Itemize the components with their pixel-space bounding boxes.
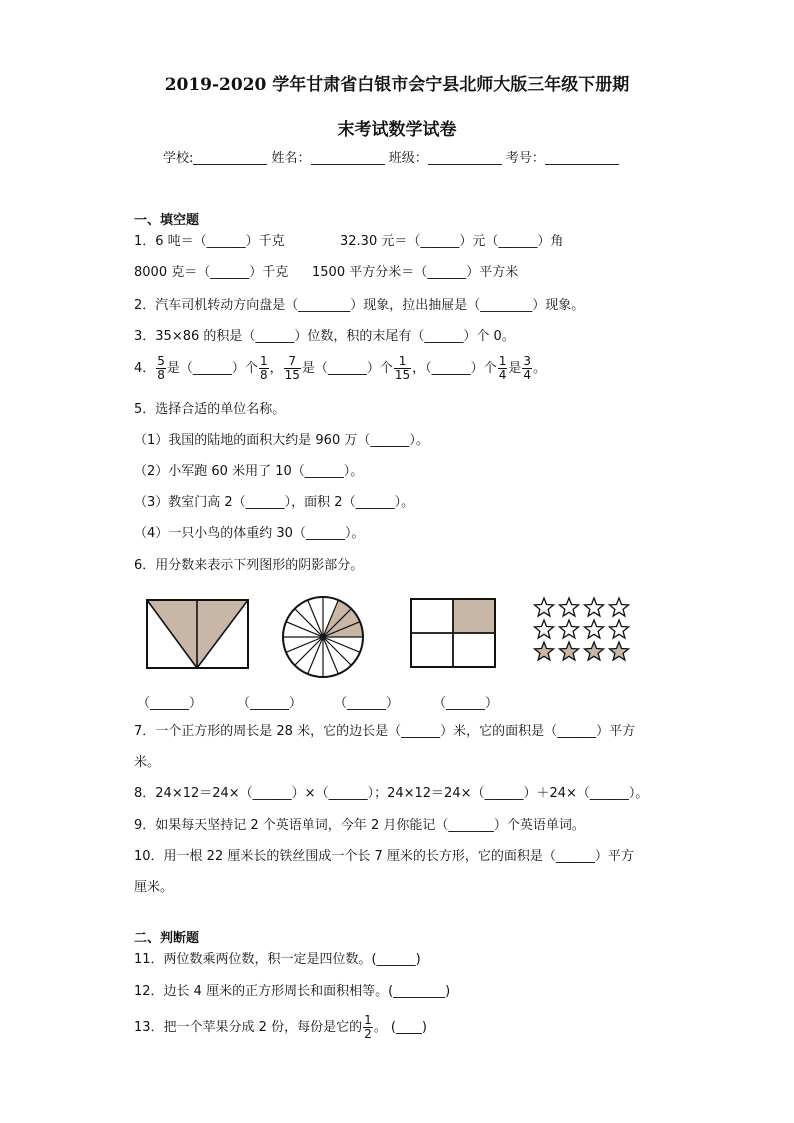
fraction-1-8: $\frac{1}{8}$ (259, 354, 268, 382)
fraction-7-15: $\frac{7}{15}$ (284, 354, 300, 382)
fraction-1-4: $\frac{1}{4}$ (498, 354, 507, 382)
star-shaded (559, 642, 578, 660)
star-outline (584, 620, 603, 638)
figure-rectangle-triangles (145, 598, 250, 670)
student-info-line (163, 147, 619, 166)
star-shaded (584, 642, 603, 660)
question-5-2: （2）小军跑 60 米用了 10（______）。 (134, 464, 364, 479)
question-1d: 1500 平方分米＝（______）平方米 (312, 265, 519, 280)
question-8: 8．24×12＝24×（______）×（______）；24×12＝24×（______）＋24×（______）。 (134, 786, 649, 801)
question-5: 5．选择合适的单位名称。 (134, 402, 286, 417)
star-shaded (609, 642, 628, 660)
q4-text-6: 。 (532, 361, 546, 376)
star-outline (534, 598, 553, 616)
question-10a: 10．用一根 22 厘米长的铁丝围成一个长 7 厘米的长方形，它的面积是（______）平方 (134, 849, 634, 864)
question-5-3: （3）教室门高 2（______），面积 2（______）。 (134, 495, 415, 510)
q4-text-4: ，（______）个 (412, 361, 497, 376)
q13-text: 13．把一个苹果分成 2 份，每份是它的 (134, 1020, 363, 1035)
star-outline (534, 620, 553, 638)
question-5-1: （1）我国的陆地的面积大约是 960 万（______）。 (134, 433, 429, 448)
q13-suffix: 。 (____) (373, 1020, 427, 1035)
question-1c: 8000 克＝（______）千克 (134, 265, 289, 280)
star-shaded (534, 642, 553, 660)
question-7a: 7．一个正方形的周长是 28 米，它的边长是（______）米，它的面积是（______）平方 (134, 724, 636, 739)
section-fill-heading: 一、填空题 (134, 213, 200, 228)
star-outline (559, 598, 578, 616)
question-2: 2．汽车司机转动方向盘是（________）现象，拉出抽屉是（________）现象。 (134, 298, 585, 313)
school-label: 学校: (163, 151, 194, 166)
exam-title-line2: 末考试数学试卷 (337, 120, 457, 140)
question-9: 9．如果每天坚持记 2 个英语单词，今年 2 月你能记（_______）个英语单词。 (134, 818, 585, 833)
fraction-3-4: $\frac{3}{4}$ (523, 354, 531, 382)
figure-4-answer[interactable]: （______） (433, 696, 499, 711)
question-13 (134, 1014, 427, 1041)
figure-1-answer[interactable]: （______） (137, 696, 203, 711)
section-judge-heading: 二、判断题 (134, 931, 200, 946)
fraction-1-15: $\frac{1}{15}$ (394, 354, 411, 382)
star-outline (584, 598, 603, 616)
star-outline (559, 620, 578, 638)
question-6: 6．用分数来表示下列图形的阴影部分。 (134, 558, 364, 573)
number-label: 考号： (505, 151, 545, 166)
figure-stars (532, 596, 634, 666)
name-label: 姓名： (271, 151, 311, 166)
question-11: 11．两位数乘两位数，积一定是四位数。(______) (134, 952, 421, 967)
fraction-1-2: $\frac{1}{2}$ (364, 1013, 372, 1041)
q4-text-3: 是（______）个 (301, 361, 393, 376)
question-10b: 厘米。 (134, 880, 174, 895)
class-label: 班级： (388, 151, 428, 166)
q4-text-2: ， (269, 361, 283, 376)
school-field[interactable] (193, 150, 267, 165)
exam-title-line1: 2019-2020 学年甘肃省白银市会宁县北师大版三年级下册期 (164, 75, 630, 95)
question-3: 3．35×86 的积是（______）位数，积的末尾有（______）个 0。 (134, 329, 515, 344)
figure-2-answer[interactable]: （______） (237, 696, 303, 711)
fraction-5-8: $\frac{5}{8}$ (157, 354, 165, 382)
question-12: 12．边长 4 厘米的正方形周长和面积相等。(________) (134, 984, 451, 999)
class-field[interactable] (428, 150, 502, 165)
name-field[interactable] (311, 150, 385, 165)
number-field[interactable] (545, 150, 619, 165)
figure-square-grid (409, 597, 497, 669)
q4-text-5: 是 (508, 361, 522, 376)
q4-text-1: 是（______）个 (166, 361, 258, 376)
figure-3-answer[interactable]: （______） (334, 696, 400, 711)
question-5-4: （4）一只小鸟的体重约 30（______）。 (134, 526, 365, 541)
question-7b: 米。 (134, 755, 161, 770)
question-1a: 1．6 吨＝（______）千克 (134, 234, 285, 249)
star-outline (609, 620, 628, 638)
q4-number: 4． (134, 361, 156, 376)
question-4 (134, 355, 546, 382)
figure-circle-sectors (280, 594, 366, 680)
star-outline (609, 598, 628, 616)
question-1b: 32.30 元＝（______）元（______）角 (340, 234, 564, 249)
